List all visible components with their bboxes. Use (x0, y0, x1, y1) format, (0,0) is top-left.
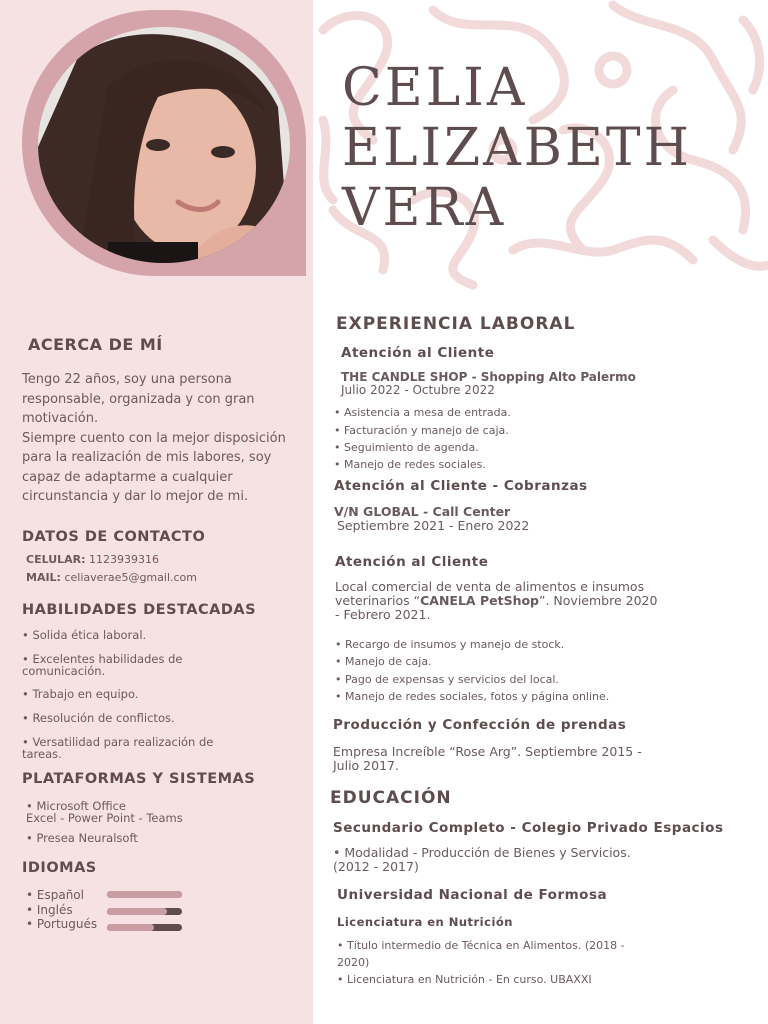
language-english: • Inglés (26, 903, 73, 917)
skills-heading: HABILIDADES DESTACADAS (22, 602, 257, 618)
job-bullet: • Recargo de insumos y manejo de stock. (335, 638, 565, 651)
mail-label: MAIL: (26, 571, 61, 584)
job-bullet: • Manejo de redes sociales, fotos y página online. (335, 690, 610, 703)
degree-name: Licenciatura en Nutrición (337, 915, 513, 929)
job-desc-post: ”. Noviembre 2020 - Febrero 2021. (335, 593, 658, 622)
job-bullet: • Pago de expensas y servicios del local. (335, 673, 559, 686)
job-bullet: • Manejo de caja. (335, 655, 432, 668)
skill-item: • Trabajo en equipo. (22, 687, 139, 701)
university-name: Universidad Nacional de Formosa (337, 887, 608, 903)
skill-item: • Resolución de conflictos. (22, 711, 175, 725)
school-detail: • Modalidad - Producción de Bienes y Servicios. (2012 - 2017) (333, 845, 631, 874)
language-level-bar (107, 908, 182, 915)
school-name: Secundario Completo - Colegio Privado Espacios (333, 820, 724, 836)
profile-photo (38, 27, 290, 263)
about-heading: ACERCA DE MÍ (28, 335, 163, 354)
experience-heading: EXPERIENCIA LABORAL (336, 314, 576, 334)
phone-value: 1123939316 (89, 553, 160, 566)
job-title: Producción y Confección de prendas (333, 717, 627, 733)
language-portuguese: • Portugués (26, 917, 98, 931)
job-company: THE CANDLE SHOP - Shopping Alto Palermo (341, 370, 636, 384)
name-line-3: VERA (342, 178, 507, 238)
candidate-name (342, 58, 692, 238)
contact-phone (26, 553, 159, 566)
language-level-bar (107, 924, 182, 931)
job-bullet: • Facturación y manejo de caja. (334, 424, 509, 437)
job-desc-company: CANELA PetShop (420, 593, 539, 608)
phone-label: CELULAR: (26, 553, 86, 566)
job-desc-pre: Local comercial de venta de alimentos e insumos veterinarios “ (335, 579, 645, 608)
skill-item: • Versatilidad para realización de tareas. (22, 735, 214, 761)
language-level-fill (107, 924, 154, 931)
degree-bullet: • Licenciatura en Nutrición - En curso. UBAXXI (337, 973, 592, 986)
education-heading: EDUCACIÓN (330, 788, 452, 808)
job-bullet: • Seguimiento de agenda. (334, 441, 479, 454)
job-title: Atención al Cliente - Cobranzas (334, 478, 588, 494)
job-description: Empresa Increíble “Rose Arg”. Septiembre 2015 - Julio 2017. (333, 744, 642, 773)
language-level-fill (107, 908, 167, 915)
degree-bullet: • Título intermedio de Técnica en Alimentos. (2018 - 2020) (337, 939, 625, 969)
language-spanish: • Español (26, 888, 84, 902)
job-title: Atención al Cliente (341, 345, 495, 361)
job-title: Atención al Cliente (335, 554, 489, 570)
job-description (335, 580, 665, 622)
platform-item-presea: • Presea Neuralsoft (26, 831, 138, 845)
contact-mail (26, 571, 197, 584)
contact-heading: DATOS DE CONTACTO (22, 529, 206, 545)
platforms-heading: PLATAFORMAS Y SISTEMAS (22, 771, 256, 787)
job-company: V/N GLOBAL - Call Center (334, 504, 511, 519)
about-text: Tengo 22 años, soy una persona responsable, organizada y con gran motivación. Siempre cuento con la mejor disposición para la realización de mis labores, soy capaz de adaptarme a cualquier circunstancia y dar lo mejor de mi. (22, 372, 286, 504)
language-level-bar (107, 891, 182, 898)
mail-value: celiaverae5@gmail.com (64, 571, 197, 584)
skill-item: • Excelentes habilidades de comunicación. (22, 652, 183, 678)
job-bullet: • Manejo de redes sociales. (334, 458, 486, 471)
job-dates: Julio 2022 - Octubre 2022 (341, 383, 495, 397)
skill-item: • Solida ética laboral. (22, 628, 147, 642)
name-line-1: CELIA (342, 58, 528, 118)
name-line-2: ELIZABETH (342, 118, 692, 178)
platform-item-office: • Microsoft Office (26, 799, 126, 813)
job-bullet: • Asistencia a mesa de entrada. (334, 406, 511, 419)
job-dates: Septiembre 2021 - Enero 2022 (337, 518, 530, 533)
platform-item-office-apps: Excel - Power Point - Teams (26, 811, 183, 825)
language-level-fill (107, 891, 182, 898)
languages-heading: IDIOMAS (22, 860, 97, 876)
